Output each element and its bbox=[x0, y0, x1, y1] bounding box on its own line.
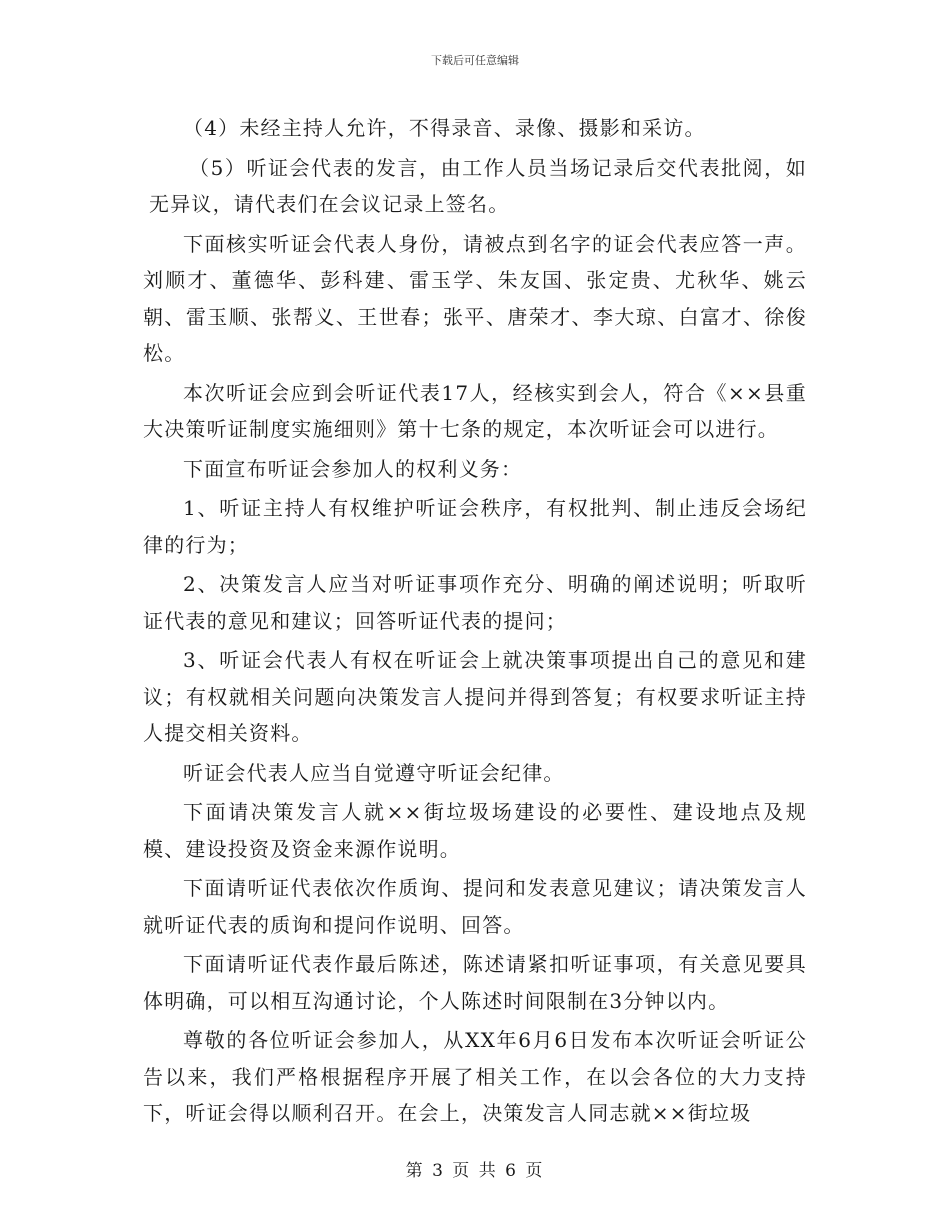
paragraph-final-statement: 下面请听证代表作最后陈述，陈述请紧扣听证事项，有关意见要具体明确，可以相互沟通讨论，个人陈述时间限制在3分钟以内。 bbox=[143, 952, 807, 1013]
paragraph-right-3: 3、听证会代表人有权在听证会上就决策事项提出自己的意见和建议；有权就相关问题向决策发言人提问并得到答复；有权要求听证主持人提交相关资料。 bbox=[143, 648, 807, 745]
page-header: 下载后可任意编辑 bbox=[431, 54, 519, 67]
page-footer: 第 3 页 共 6 页 bbox=[405, 1161, 545, 1181]
paragraph-closing: 尊敬的各位听证会参加人，从XX年6月6日发布本次听证会听证公告以来，我们严格根据程序开展了相关工作，在以会各位的大力支持下，听证会得以顺利召开。在会上，决策发言人同志就××街垃圾 bbox=[143, 1028, 807, 1125]
paragraph-discipline: 听证会代表人应当自觉遵守听证会纪律。 bbox=[183, 760, 565, 785]
paragraph-attendance: 本次听证会应到会听证代表17人，经核实到会人，符合《××县重大决策听证制度实施细则》第十七条的规定，本次听证会可以进行。 bbox=[143, 380, 807, 441]
paragraph-right-2: 2、决策发言人应当对听证事项作充分、明确的阐述说明；听取听证代表的意见和建议；回答听证代表的提问； bbox=[143, 572, 807, 633]
document-body bbox=[143, 110, 807, 1135]
paragraph-speaker-explanation: 下面请决策发言人就××街垃圾场建设的必要性、建设地点及规模、建设投资及资金来源作说明。 bbox=[143, 800, 807, 861]
paragraph-rule-5: （5）听证会代表的发言，由工作人员当场记录后交代表批阅，如无异议，请代表们在会议记录上签名。 bbox=[149, 155, 807, 216]
paragraph-rule-4: （4）未经主持人允许，不得录音、录像、摄影和采访。 bbox=[183, 116, 706, 140]
paragraph-rights-intro: 下面宣布听证会参加人的权利义务： bbox=[183, 456, 523, 481]
paragraph-questions: 下面请听证代表依次作质询、提问和发表意见建议；请决策发言人就听证代表的质询和提问作说明、回答。 bbox=[143, 876, 807, 937]
paragraph-roll-call: 下面核实听证会代表人身份，请被点到名字的证会代表应答一声。刘顺才、董德华、彭科建、雷玉学、朱友国、张定贵、尤秋华、姚云朝、雷玉顺、张帮义、王世春；张平、唐荣才、李大琼、白富才、徐俊松。 bbox=[143, 231, 807, 365]
paragraph-right-1: 1、听证主持人有权维护听证会秩序，有权批判、制止违反会场纪律的行为； bbox=[143, 496, 807, 557]
